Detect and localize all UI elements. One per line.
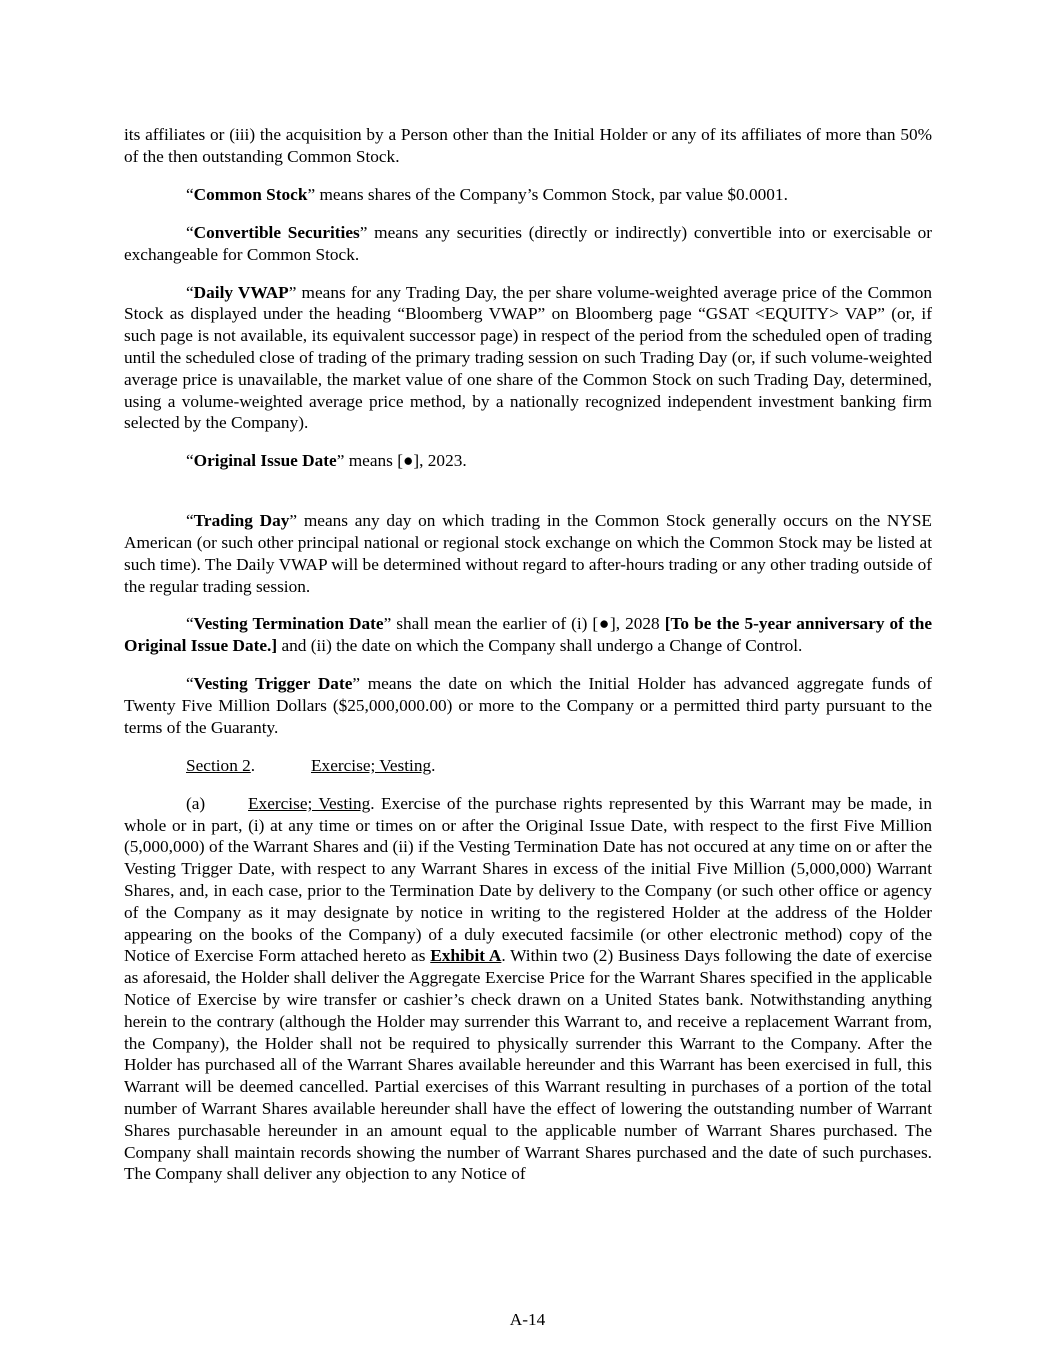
defined-term: Common Stock [193,184,308,204]
defined-term: Vesting Termination Date [193,614,384,634]
definition-convertible-securities [124,222,932,266]
defined-term: Trading Day [193,511,290,531]
section-number-label: Section 2 [186,755,251,775]
definition-text: ” means any day on which trading in the Common Stock generally occurs on the NYSE American (or such other principal national or regional stock exchange on which the Common Stock may be listed at such time). The Daily VWAP will be determined without regard to after-hours trading or any other trading outside of the regular trading session. [124,511,932,596]
paragraph-change-of-control-tail: its affiliates or (iii) the acquisition by a Person other than the Initial Holder or any of its affiliates of more than 50% of the then outstanding Common Stock. [124,125,932,166]
definition-text: ” means [●], 2023. [336,451,467,471]
paragraph-label: (a) [186,793,206,813]
section-number-period: . [250,755,256,775]
definition-text-continued: and (ii) the date on which the Company shall undergo a Change of Control. [277,636,803,656]
definition-original-issue-date [124,450,932,472]
definition-text: ” shall mean the earlier of (i) [●], 2028 [383,614,665,634]
defined-term: Daily VWAP [193,282,289,302]
definition-text: ” means for any Trading Day, the per share volume-weighted average price of the Common Stock as displayed under the heading “Bloomberg VWAP” on Bloomberg page “GSAT <EQUITY> VAP” (or, if such page is not available, its equivalent successor page) in respect of the period from the scheduled open of trading until the scheduled close of trading of the primary trading session on such Trading Day (or, if such volume-weighted average price is unavailable, the market value of one share of the Common Stock on such Trading Day, determined, using a volume-weighted average price method, by a nationally recognized independent investment banking firm selected by the Company). [124,282,932,433]
section-title-period: . [431,755,436,775]
definition-text: ” means the date on which the Initial Holder has advanced aggregate funds of Twenty Five Million Dollars ($25,000,000.00) or more to the Company or a permitted third party pursuant to the terms of the Guaranty. [124,674,933,737]
section-2-heading [124,755,932,777]
definition-daily-vwap [124,282,932,435]
exhibit-reference: Exhibit A [430,946,502,966]
paragraph-a-exercise [124,793,932,1185]
document-page [124,124,932,1201]
bracket-note: [To be the 5-year anniversary of the Original Issue Date.] [124,614,932,656]
section-title: Exercise; Vesting [311,755,432,775]
open-quote: “ [186,282,194,302]
paragraph-text-continued: . Within two (2) Business Days following the date of exercise as aforesaid, the Holder shall deliver the Aggregate Exercise Price for the Warrant Shares specified in the applicable Notice of Exercise by wire transfer or cashier’s check drawn on a United States bank. Notwithstanding anything herein to the contrary (although the Holder may surrender this Warrant to, and receive a replacement Warrant from, the Company), the Holder shall not be required to physically surrender this Warrant to the Company. After the Holder has purchased all of the Warrant Shares available hereunder and this Warrant has been exercised in full, this Warrant will be deemed cancelled. Partial exercises of this Warrant resulting in purchases of a portion of the total number of Warrant Shares available hereunder shall have the effect of lowering the outstanding number of Warrant Shares purchasable hereunder in an amount equal to the applicable number of Warrant Shares purchased. The Company shall maintain records showing the number of Warrant Shares purchased and the date of such purchases. The Company shall deliver any objection to any Notice of [124,946,932,1184]
open-quote: “ [186,184,194,204]
defined-term: Original Issue Date [193,451,337,471]
open-quote: “ [186,511,194,531]
open-quote: “ [186,451,194,471]
definition-common-stock [124,184,932,206]
definition-trading-day [124,510,932,597]
open-quote: “ [186,222,194,242]
page-number: A-14 [509,1310,546,1329]
section-number [186,755,311,777]
defined-term: Vesting Trigger Date [193,674,353,694]
definition-vesting-termination-date [124,613,932,657]
open-quote: “ [186,674,194,694]
open-quote: “ [186,614,194,634]
defined-term: Convertible Securities [193,222,360,242]
paragraph-text: . Exercise of the purchase rights represented by this Warrant may be made, in whole or in part, (i) at any time or times on or after the Original Issue Date, with respect to the first Five Million (5,000,000) of the Warrant Shares and (ii) if the Vesting Termination Date has not occured at any time on or after the Vesting Trigger Date, with respect to any Warrant Shares in excess of the initial Five Million (5,000,000) Warrant Shares, and, in each case, prior to the Termination Date by delivery to the Company (or such other office or agency of the Company as it may designate by notice in writing to the registered Holder at the address of the Holder appearing on the books of the Company) of a duly executed facsimile (or other electronic method) copy of the Notice of Exercise Form attached hereto as [124,793,932,966]
definition-vesting-trigger-date [124,673,932,738]
definition-text: ” means shares of the Company’s Common Stock, par value $0.0001. [307,184,788,204]
definition-text: ” means any securities (directly or indirectly) convertible into or exercisable or exchangeable for Common Stock. [124,222,932,264]
paragraph-heading: Exercise; Vesting [248,793,371,813]
